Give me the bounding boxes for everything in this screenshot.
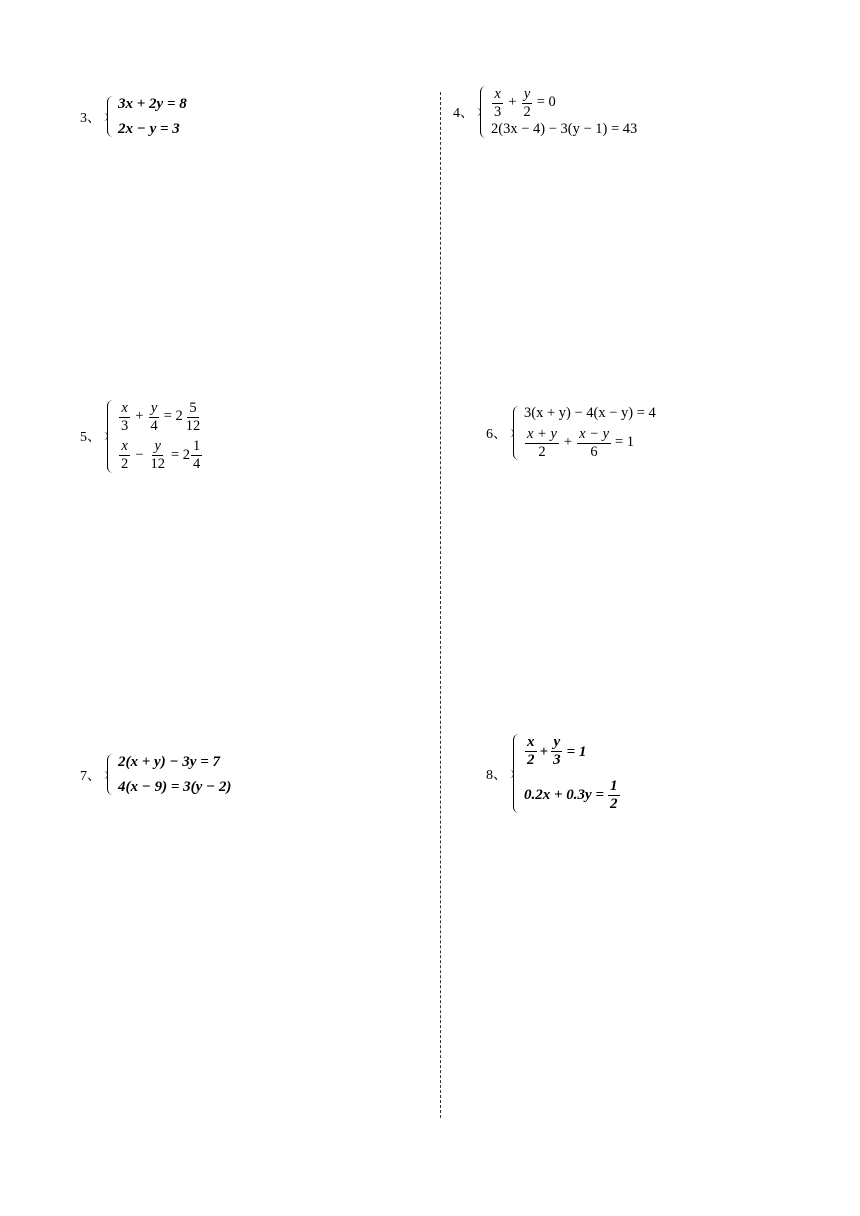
fraction: $\frac{x + y}{2}$ [527,425,557,460]
equation-2: $\frac{x + y}{2}$ + $\frac{x - y}{6}$ = 1 [527,425,635,460]
equation-system [524,734,621,813]
problem-number: 7、 [80,768,101,784]
problem-number: 4、 [453,106,474,122]
problem-7 [80,754,231,795]
column-divider [440,92,441,1118]
fraction: $\frac{1}{2}$ [610,777,618,812]
fraction: $\frac{x}{3}$ [121,400,129,434]
brace [513,734,521,813]
brace [513,406,521,460]
problem-number: 6、 [486,427,507,443]
mixed-fraction: $\frac{5}{12}$ [185,400,201,434]
equation-system [524,406,656,460]
problem-3 [80,96,187,137]
problem-6 [486,406,656,460]
equation-1: $\frac{x}{2}$ + $\frac{y}{3}$ = 1 [527,734,587,769]
problem-5 [80,400,203,473]
equation-system [118,96,187,137]
problem-8 [486,734,621,813]
problem-number: 8、 [486,767,507,783]
brace [107,400,115,473]
equation-1: $\frac{x}{3}$ + $\frac{y}{2}$ = 0 [494,86,556,120]
brace [107,754,115,795]
brace [480,86,488,138]
problem-4 [453,86,637,138]
fraction: $\frac{y}{4}$ [150,400,158,434]
fraction: $\frac{x}{2}$ [121,438,129,473]
equation-system [118,400,203,473]
equation-1: 3x + 2y = 8 [118,96,187,112]
mixed-fraction: $\frac{1}{4}$ [193,438,201,473]
fraction: $\frac{x}{2}$ [527,734,535,769]
equation-1: 3(x + y) − 4(x − y) = 4 [524,405,656,421]
problem-number: 5、 [80,430,101,446]
fraction: $\frac{x - y}{6}$ [579,425,609,460]
equation-2: 4(x − 9) = 3(y − 2) [118,778,232,795]
equation-2: $\frac{x}{2}$ − $\frac{y}{12}$ = 2 $\frac{1}{4}$ [121,438,201,473]
equation-system [491,86,637,138]
fraction: $\frac{y}{12}$ [150,438,165,473]
equation-2: 0.2x + 0.3y = $\frac{1}{2}$ [524,777,618,812]
fraction: $\frac{y}{2}$ [523,86,531,120]
fraction: $\frac{x}{3}$ [494,86,502,120]
fraction: $\frac{y}{3}$ [553,734,561,769]
equation-1: 2(x + y) − 3y = 7 [118,754,220,770]
problem-number: 3、 [80,110,101,126]
equation-system [118,754,231,795]
equation-2: 2(3x − 4) − 3(y − 1) = 43 [491,121,638,138]
brace [107,96,115,137]
equation-1: $\frac{x}{3}$ + $\frac{y}{4}$ = 2 $\frac{5}{12}$ [121,400,201,434]
equation-2: 2x − y = 3 [118,120,180,137]
